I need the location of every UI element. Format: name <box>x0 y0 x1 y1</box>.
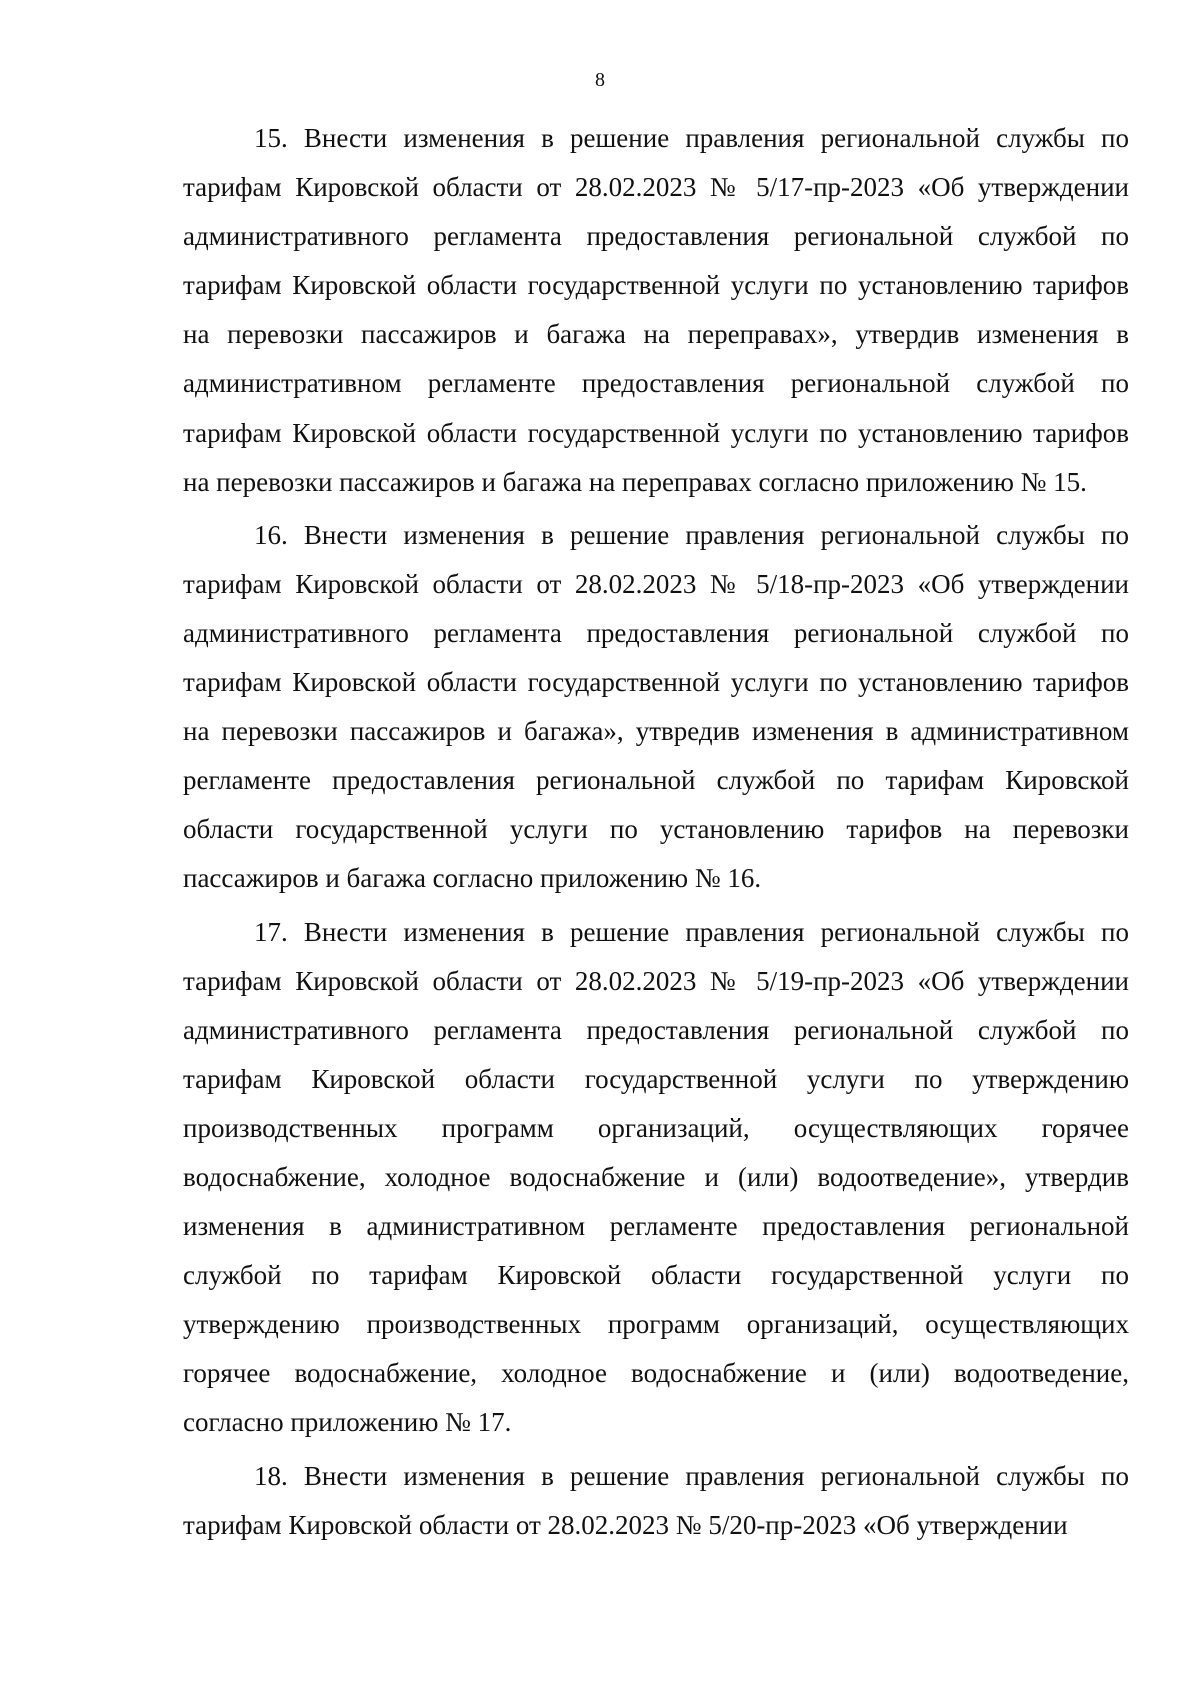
paragraph-15: 15. Внести изменения в решение правления региональной службы по тарифам Кировской области от 28.02.2023 № 5/17-пр-2023 «Об утверждении административного регламента предоставления региональной службой по тарифам Кировской области государственной услуги по установлению тарифов на перевозки пассажиров и багажа на переправах», утвердив изменения в административном регламенте предоставления региональной службой по тарифам Кировской области государственной услуги по установлению тарифов на перевозки пассажиров и багажа на переправах согласно приложению № 15. <box>183 123 1129 497</box>
paragraph-16: 16. Внести изменения в решение правления региональной службы по тарифам Кировской области от 28.02.2023 № 5/18-пр-2023 «Об утверждении административного регламента предоставления региональной службой по тарифам Кировской области государственной услуги по установлению тарифов на перевозки пассажиров и багажа», утвредив изменения в административном регламенте предоставления региональной службой по тарифам Кировской области государственной услуги по установлению тарифов на перевозки пассажиров и багажа согласно приложению № 16. <box>183 519 1129 894</box>
paragraph-17: 17. Внести изменения в решение правления региональной службы по тарифам Кировской области от 28.02.2023 № 5/19-пр-2023 «Об утверждении административного регламента предоставления региональной службой по тарифам Кировской области государственной услуги по утверждению производственных программ организаций, осуществляющих горячее водоснабжение, холодное водоснабжение и (или) водоотведение», утвердив изменения в административном регламенте предоставления региональной службой по тарифам Кировской области государственной услуги по утверждению производственных программ организаций, осуществляющих горячее водоснабжение, холодное водоснабжение и (или) водоотведение, согласно приложению № 17. <box>183 916 1129 1438</box>
document-body <box>183 114 1129 1550</box>
page-number: 8 <box>595 69 605 91</box>
paragraph-18: 18. Внести изменения в решение правления региональной службы по тарифам Кировской области от 28.02.2023 № 5/20-пр-2023 «Об утверждении <box>183 1460 1129 1540</box>
